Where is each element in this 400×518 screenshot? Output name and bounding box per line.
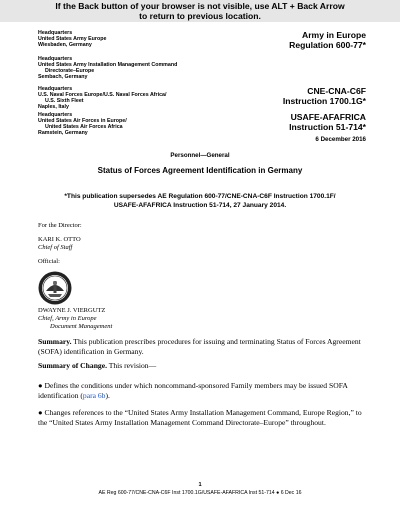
page-footer: AE Reg 600-77/CNE-CNA-C6F Inst 1700.1G/USAFE-AFAFRICA Inst 51-714 ● 6 Dec 16: [98, 490, 302, 496]
bullet-text: ● Defines the conditions under which noncommand-sponsored Family members may be issued SOFA identification (: [38, 381, 348, 400]
hq-airforce: [38, 112, 228, 136]
regulation-line: USAFE-AFAFRICA: [290, 112, 366, 122]
hq-line: United States Air Forces Africa: [45, 124, 123, 130]
hq-imcom: [38, 56, 228, 80]
change-label: Summary of Change.: [38, 361, 107, 370]
for-director: For the Director:: [38, 222, 82, 229]
regulation-army: [289, 30, 366, 50]
regulation-line: CNE-CNA-C6F: [307, 86, 366, 96]
signer-title: Chief, Army in Europe: [38, 315, 97, 322]
hq-line: United States Army Europe: [38, 36, 107, 42]
signer-title: Chief of Staff: [38, 244, 73, 251]
bullet-text-after: ).: [105, 391, 110, 400]
signer-document-management: [38, 307, 112, 331]
regulation-airforce: [289, 112, 366, 132]
supersede-notice: *This publication supersedes AE Regulation 600-77/CNE-CNA-C6F Instruction 1700.1F/ USAFE-AFAFRICA Instruction 51-714, 27 January 2014.: [64, 193, 336, 209]
summary-paragraph: [38, 337, 368, 357]
bullet-item: [38, 381, 368, 401]
hq-line: Sembach, Germany: [38, 74, 88, 80]
hq-line: United States Army Installation Management Command: [38, 62, 178, 68]
regulation-line: Instruction 1700.1G*: [282, 96, 366, 106]
bullet-item: [38, 408, 368, 428]
signer-name: DWAYNE J. VIERGUTZ: [38, 307, 106, 314]
category-heading: Personnel—General: [170, 152, 230, 159]
page-number: 1: [198, 482, 202, 488]
hq-line: Headquarters: [38, 56, 73, 62]
official-label: Official:: [38, 258, 60, 265]
hq-line: United States Air Forces in Europe/: [38, 118, 127, 124]
hq-line: Headquarters: [38, 112, 73, 118]
navigation-banner: [0, 0, 400, 22]
signer-name: KARI K. OTTO: [38, 236, 81, 243]
hq-line: Naples, Italy: [38, 104, 69, 110]
hq-line: U.S. Naval Forces Europe/U.S. Naval Forces Africa/: [38, 92, 167, 98]
publication-date: 6 December 2016: [315, 136, 366, 143]
hq-line: Directorate–Europe: [45, 68, 95, 74]
regulation-line: Regulation 600-77*: [289, 40, 366, 50]
regulation-navy: [283, 86, 366, 106]
summary-text: This publication prescribes procedures for issuing and terminating Status of Forces Agreement (SOFA) identification in Germany.: [38, 337, 361, 356]
hq-usareur: [38, 30, 228, 48]
hq-line: Headquarters: [38, 30, 73, 36]
para-6b-link[interactable]: para 6b: [82, 391, 106, 400]
summary-label: Summary.: [38, 337, 72, 346]
signer-title: Document Management: [50, 323, 113, 330]
hq-line: Wiesbaden, Germany: [38, 42, 92, 48]
regulation-line: Instruction 51-714*: [289, 122, 366, 132]
hq-line: Headquarters: [38, 86, 73, 92]
hq-line: Ramstein, Germany: [38, 130, 88, 136]
change-text: This revision—: [106, 361, 157, 370]
regulation-line: Army in Europe: [302, 30, 366, 40]
banner-line-1: If the Back button of your browser is not visible, use ALT + Back Arrow: [55, 1, 345, 11]
document-title: Status of Forces Agreement Identification in Germany: [97, 166, 303, 175]
army-seal-icon: [38, 271, 72, 305]
hq-navy: [38, 86, 228, 110]
bullet-text: ● Changes references to the “United States Army Installation Management Command, Europe Region,” to the “United States Army Installation Management Command Directorate–Europe” throughout.: [38, 408, 362, 427]
signer-chief-of-staff: [38, 236, 81, 252]
summary-of-change: [38, 361, 368, 371]
hq-line: U.S. Sixth Fleet: [45, 98, 84, 104]
banner-line-2: to return to previous location.: [139, 11, 261, 21]
